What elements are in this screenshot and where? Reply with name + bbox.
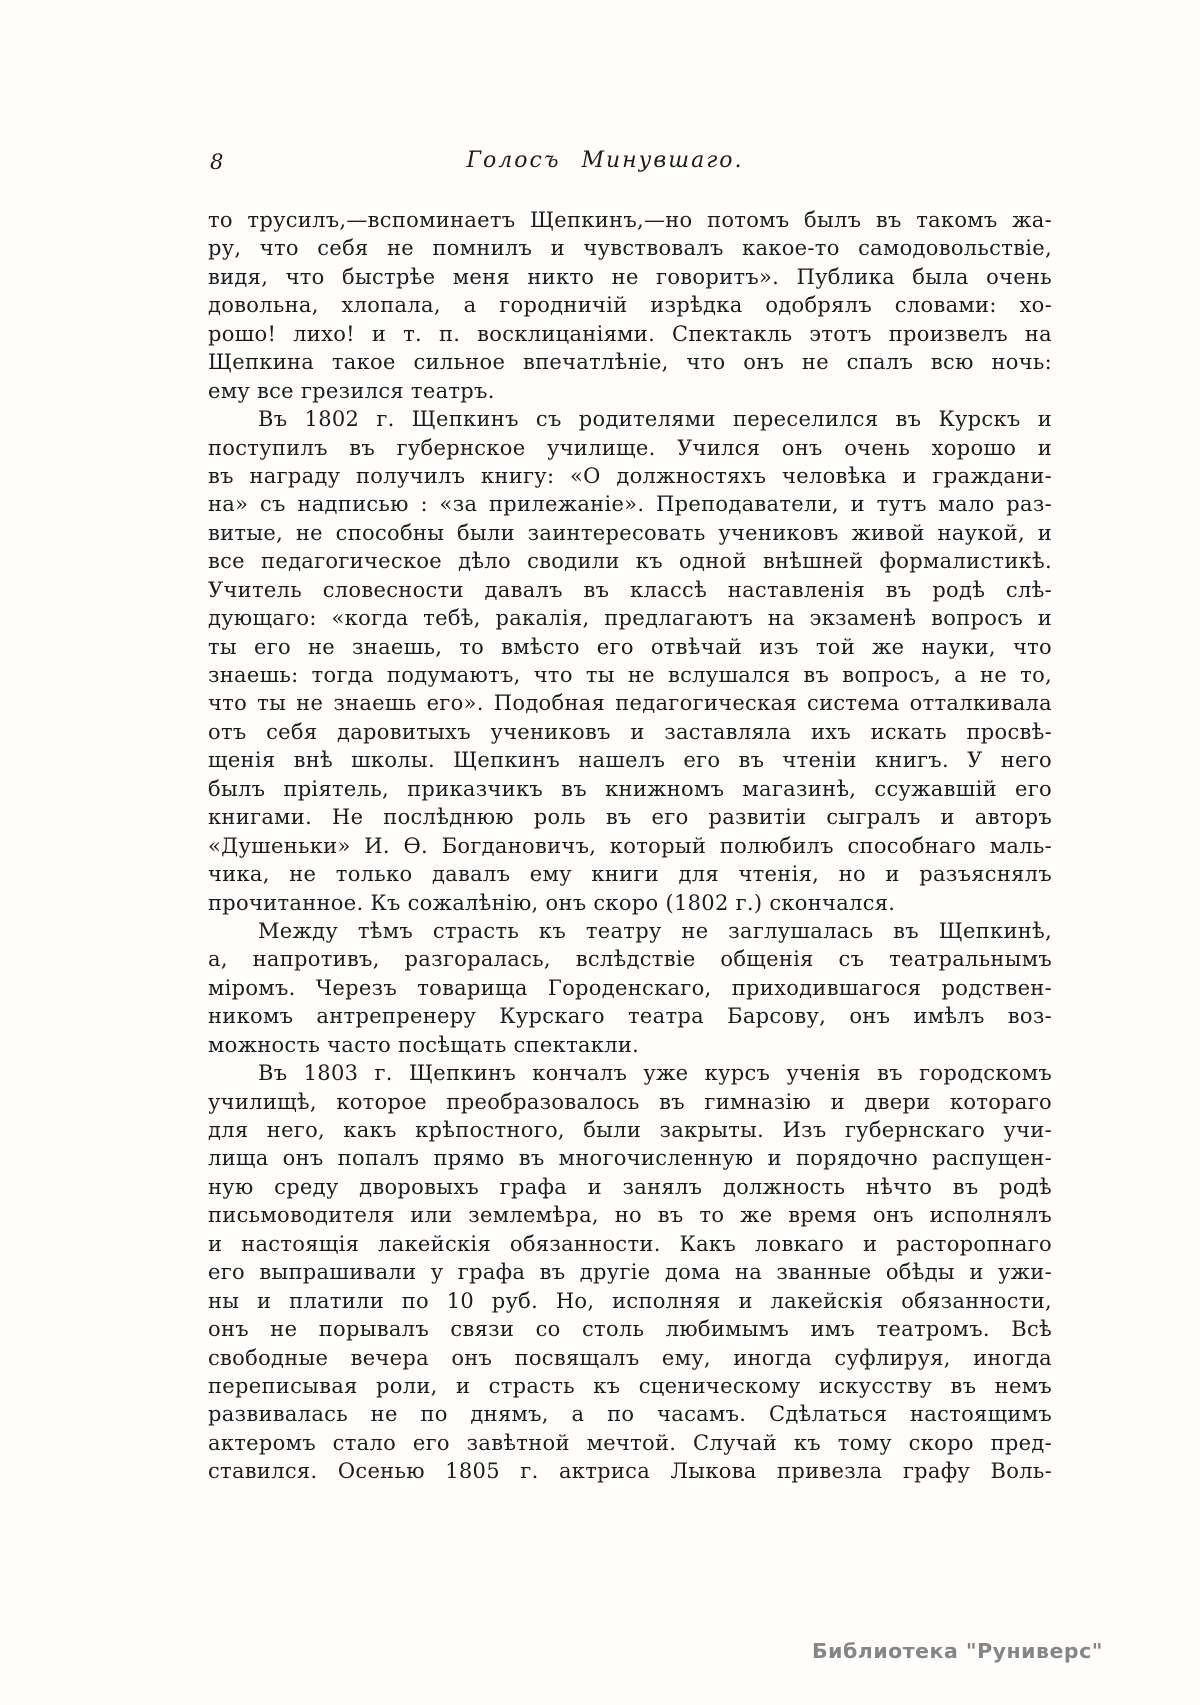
text-line: то трусилъ,—вспоминаетъ Щепкинъ,—но потомъ былъ въ такомъ жа- [208,208,1052,232]
text-line: онъ не порывалъ связи со столь любимымъ имъ театромъ. Всѣ [208,1317,1052,1342]
text-line: щенія внѣ школы. Щепкинъ нашелъ его въ чтеніи книгъ. У него [208,748,1052,773]
text-line: дующаго: «когда тебѣ, ракалія, предлагаютъ на экзаменѣ вопросъ и [208,606,1052,631]
text-line: былъ пріятель, приказчикъ въ книжномъ магазинѣ, ссужавшій его [208,776,1052,801]
text-line: Въ 1803 г. Щепкинъ кончалъ уже курсъ ученія въ городскомъ [258,1061,1052,1086]
text-line: ему все грезился театръ. [208,378,495,403]
text-line: въ награду получилъ книгу: «О должностяхъ человѣка и граждани- [208,463,1052,488]
text-line: актеромъ стало его завѣтной мечтой. Случай къ тому скоро пред- [208,1430,1052,1455]
text-line: Учитель словесности давалъ въ классѣ наставленія въ родѣ слѣ- [208,577,1052,602]
text-line: Щепкина такое сильное впечатлѣніе, что онъ не спалъ всю ночь: [208,350,1052,375]
text-line: отъ себя даровитыхъ учениковъ и заставляла ихъ искать просвѣ- [208,719,1052,744]
text-line: чика, не только давалъ ему книги для чтенія, но и разъяснялъ [208,862,1052,887]
page-number: 8 [210,150,224,174]
text-line: ру, что себя не помнилъ и чувствовалъ какое-то самодовольствіе, [208,236,1052,261]
text-line: «Душеньки» И. Ѳ. Богдановичъ, который полюбилъ способнаго маль- [208,833,1052,858]
text-line: витые, не способны были заинтересовать учениковъ живой наукой, и [208,520,1052,545]
text-line: Въ 1802 г. Щепкинъ съ родителями переселился въ Курскъ и [258,407,1052,432]
text-line: никомъ антрепренеру Курскаго театра Барсову, онъ имѣлъ воз- [208,1004,1052,1029]
text-line: книгами. Не послѣднюю роль въ его развитіи сыгралъ и авторъ [208,805,1052,830]
text-line: переписывая роли, и страсть къ сценическому искусству въ немъ [208,1373,1052,1398]
text-line: поступилъ въ губернское училище. Учился онъ очень хорошо и [208,435,1052,460]
text-line: и настоящія лакейскія обязанности. Какъ ловкаго и расторопнаго [208,1231,1052,1256]
text-line: письмоводителя или землемѣра, но въ то же время онъ исполнялъ [208,1203,1052,1228]
text-line: міромъ. Черезъ товарища Городенскаго, приходившагося родствен- [208,975,1052,1000]
text-line: для него, какъ крѣпостного, были закрыты. Изъ губернскаго учи- [208,1118,1052,1142]
text-line: лища онъ попалъ прямо въ многочисленную и порядочно распущен- [208,1146,1052,1171]
journal-title: Голосъ Минувшаго. [466,148,744,173]
text-line: развивалась не по днямъ, а по часамъ. Сдѣлаться настоящимъ [208,1402,1052,1427]
text-line: Между тѣмъ страсть къ театру не заглушалась въ Щепкинѣ, [258,918,1052,943]
text-line: ты его не знаешь, то вмѣсто его отвѣчай изъ той же науки, что [208,634,1052,659]
library-watermark: Библиотека "Руниверс" [812,1639,1103,1663]
text-line: ставился. Осенью 1805 г. актриса Лыкова привезла графу Воль- [208,1459,1052,1484]
text-line: а, напротивъ, разгоралась, вслѣдствіе общенія съ театральнымъ [208,947,1052,972]
text-line: довольна, хлопала, а городничій изрѣдка одобрялъ словами: хо- [208,293,1052,318]
text-line: его выпрашивали у графа въ другіе дома на званные обѣды и ужи- [208,1260,1052,1285]
text-line: свободные вечера онъ посвящалъ ему, иногда суфлируя, иногда [208,1345,1052,1370]
text-line: ны и платили по 10 руб. Но, исполняя и лакейскія обязанности, [208,1288,1052,1313]
page-body-text [208,206,1052,1486]
text-line: можность часто посѣщать спектакли. [208,1032,640,1057]
text-line: ную среду дворовыхъ графа и занялъ должность нѣчто въ родѣ [208,1174,1052,1199]
text-line: знаешь: тогда подумаютъ, что ты не вслушался въ вопросъ, а не то, [208,663,1052,687]
text-line: видя, что быстрѣе меня никто не говоритъ». Публика была очень [208,264,1052,289]
text-line: прочитанное. Къ сожалѣнію, онъ скоро (1802 г.) скончался. [208,890,896,915]
text-line: все педагогическое дѣло сводили къ одной внѣшней формалистикѣ. [208,549,1052,574]
text-line: на» съ надписью : «за прилежаніе». Преподаватели, и тутъ мало раз- [208,492,1052,517]
text-line: что ты не знаешь его». Подобная педагогическая система отталкивала [208,691,1052,716]
text-line: рошо! лихо! и т. п. восклицаніями. Спектакль этотъ произвелъ на [208,321,1052,346]
text-line: училищѣ, которое преобразовалось въ гимназію и двери котораго [208,1089,1052,1114]
running-header [208,148,1052,178]
